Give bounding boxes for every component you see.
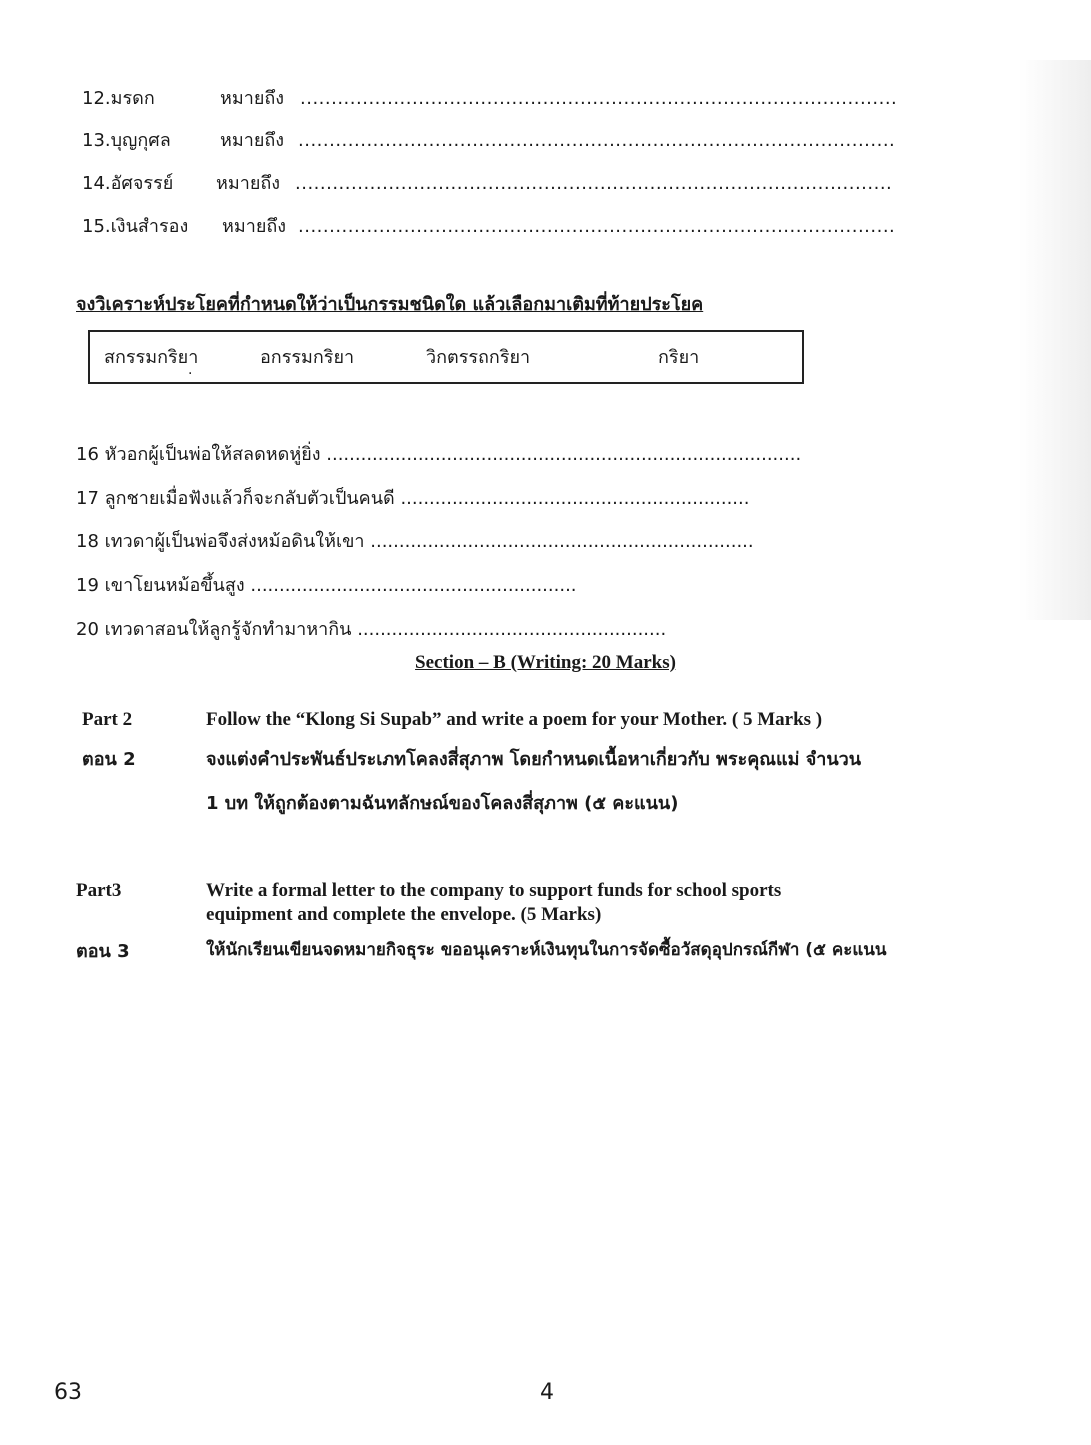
question-text: 18 เทวดาผู้เป็นพ่อจึงส่งหม้อดินให้เขา — [76, 531, 365, 552]
choice-option: อกรรมกริยา — [260, 347, 355, 368]
part-instruction: 1 บท ให้ถูกต้องตามฉันทลักษณ์ของโคลงสี่สุภาพ (๕ คะแนน) — [206, 793, 679, 814]
answer-dots: ............................................................. — [400, 488, 750, 509]
vocab-word: 15.เงินสำรอง — [82, 216, 189, 237]
vocab-meaning-label: หมายถึง — [222, 216, 287, 237]
answer-dots: ................................................................................................ — [300, 88, 898, 109]
document-id: 63 — [54, 1380, 82, 1405]
part-instruction: ให้นักเรียนเขียนจดหมายกิจธุระ ขออนุเคราะห์เงินทุนในการจัดซื้อวัสดุอุปกรณ์กีฬา (๕ คะแนน — [206, 940, 887, 960]
question-text: 17 ลูกชายเมื่อฟังแล้วก็จะกลับตัวเป็นคนดี — [76, 488, 395, 509]
question-item — [76, 487, 749, 511]
part-instruction: Write a formal letter to the company to support funds for school sports — [206, 880, 782, 901]
scan-edge-shadow — [1019, 60, 1091, 620]
choice-option: กริยา — [658, 347, 700, 368]
answer-dots: ................................................................................... — [326, 444, 802, 465]
answer-dots: ................................................................................................ — [298, 130, 896, 151]
instruction-heading: จงวิเคราะห์ประโยคที่กำหนดให้ว่าเป็นกรรมชนิดใด แล้วเลือกมาเติมที่ท้ายประโยค — [76, 294, 704, 315]
question-item — [76, 530, 754, 554]
vocab-item — [82, 87, 922, 111]
question-text: 16 หัวอกผู้เป็นพ่อให้สลดหดหู่ยิ่ง — [76, 444, 321, 465]
question-text: 19 เขาโยนหม้อขึ้นสูง — [76, 575, 245, 596]
choice-option: วิกตรรถกริยา — [426, 347, 531, 368]
vocab-meaning-label: หมายถึง — [220, 130, 285, 151]
choice-option: สกรรมกริยา — [104, 347, 199, 368]
part-instruction: จงแต่งคำประพันธ์ประเภทโคลงสี่สุภาพ โดยกำหนดเนื้อหาเกี่ยวกับ พระคุณแม่ จำนวน — [206, 749, 862, 770]
section-title: Section – B (Writing: 20 Marks) — [415, 652, 676, 673]
part-instruction: equipment and complete the envelope. (5 Marks) — [206, 904, 602, 925]
choice-box — [88, 330, 804, 384]
page-number: 4 — [540, 1380, 554, 1405]
question-text: 20 เทวดาสอนให้ลูกรู้จักทำมาหากิน — [76, 619, 352, 640]
vocab-word: 14.อัศจรรย์ — [82, 173, 174, 194]
answer-dots: ...................................................... — [357, 619, 667, 640]
answer-dots: ................................................................... — [370, 531, 754, 552]
question-item — [76, 618, 666, 642]
vocab-word: 13.บุญกุศล — [82, 130, 171, 151]
vocab-item — [82, 172, 922, 196]
part-label: ตอน 3 — [76, 941, 130, 962]
vocab-meaning-label: หมายถึง — [220, 88, 285, 109]
answer-dots: ................................................................................................ — [295, 173, 893, 194]
part-label: Part3 — [76, 880, 122, 901]
answer-dots: ................................................................................................ — [298, 216, 896, 237]
vocab-meaning-label: หมายถึง — [216, 173, 281, 194]
question-item — [76, 574, 577, 598]
vocab-item — [82, 129, 922, 153]
part-instruction: Follow the “Klong Si Supab” and write a poem for your Mother. ( 5 Marks ) — [206, 709, 823, 730]
vocab-item — [82, 215, 922, 239]
answer-dots: ......................................................... — [250, 575, 577, 596]
part-label: Part 2 — [82, 709, 133, 730]
pen-mark: · — [188, 366, 193, 382]
vocab-word: 12.มรดก — [82, 88, 155, 109]
question-item — [76, 443, 801, 467]
part-label: ตอน 2 — [82, 749, 136, 770]
